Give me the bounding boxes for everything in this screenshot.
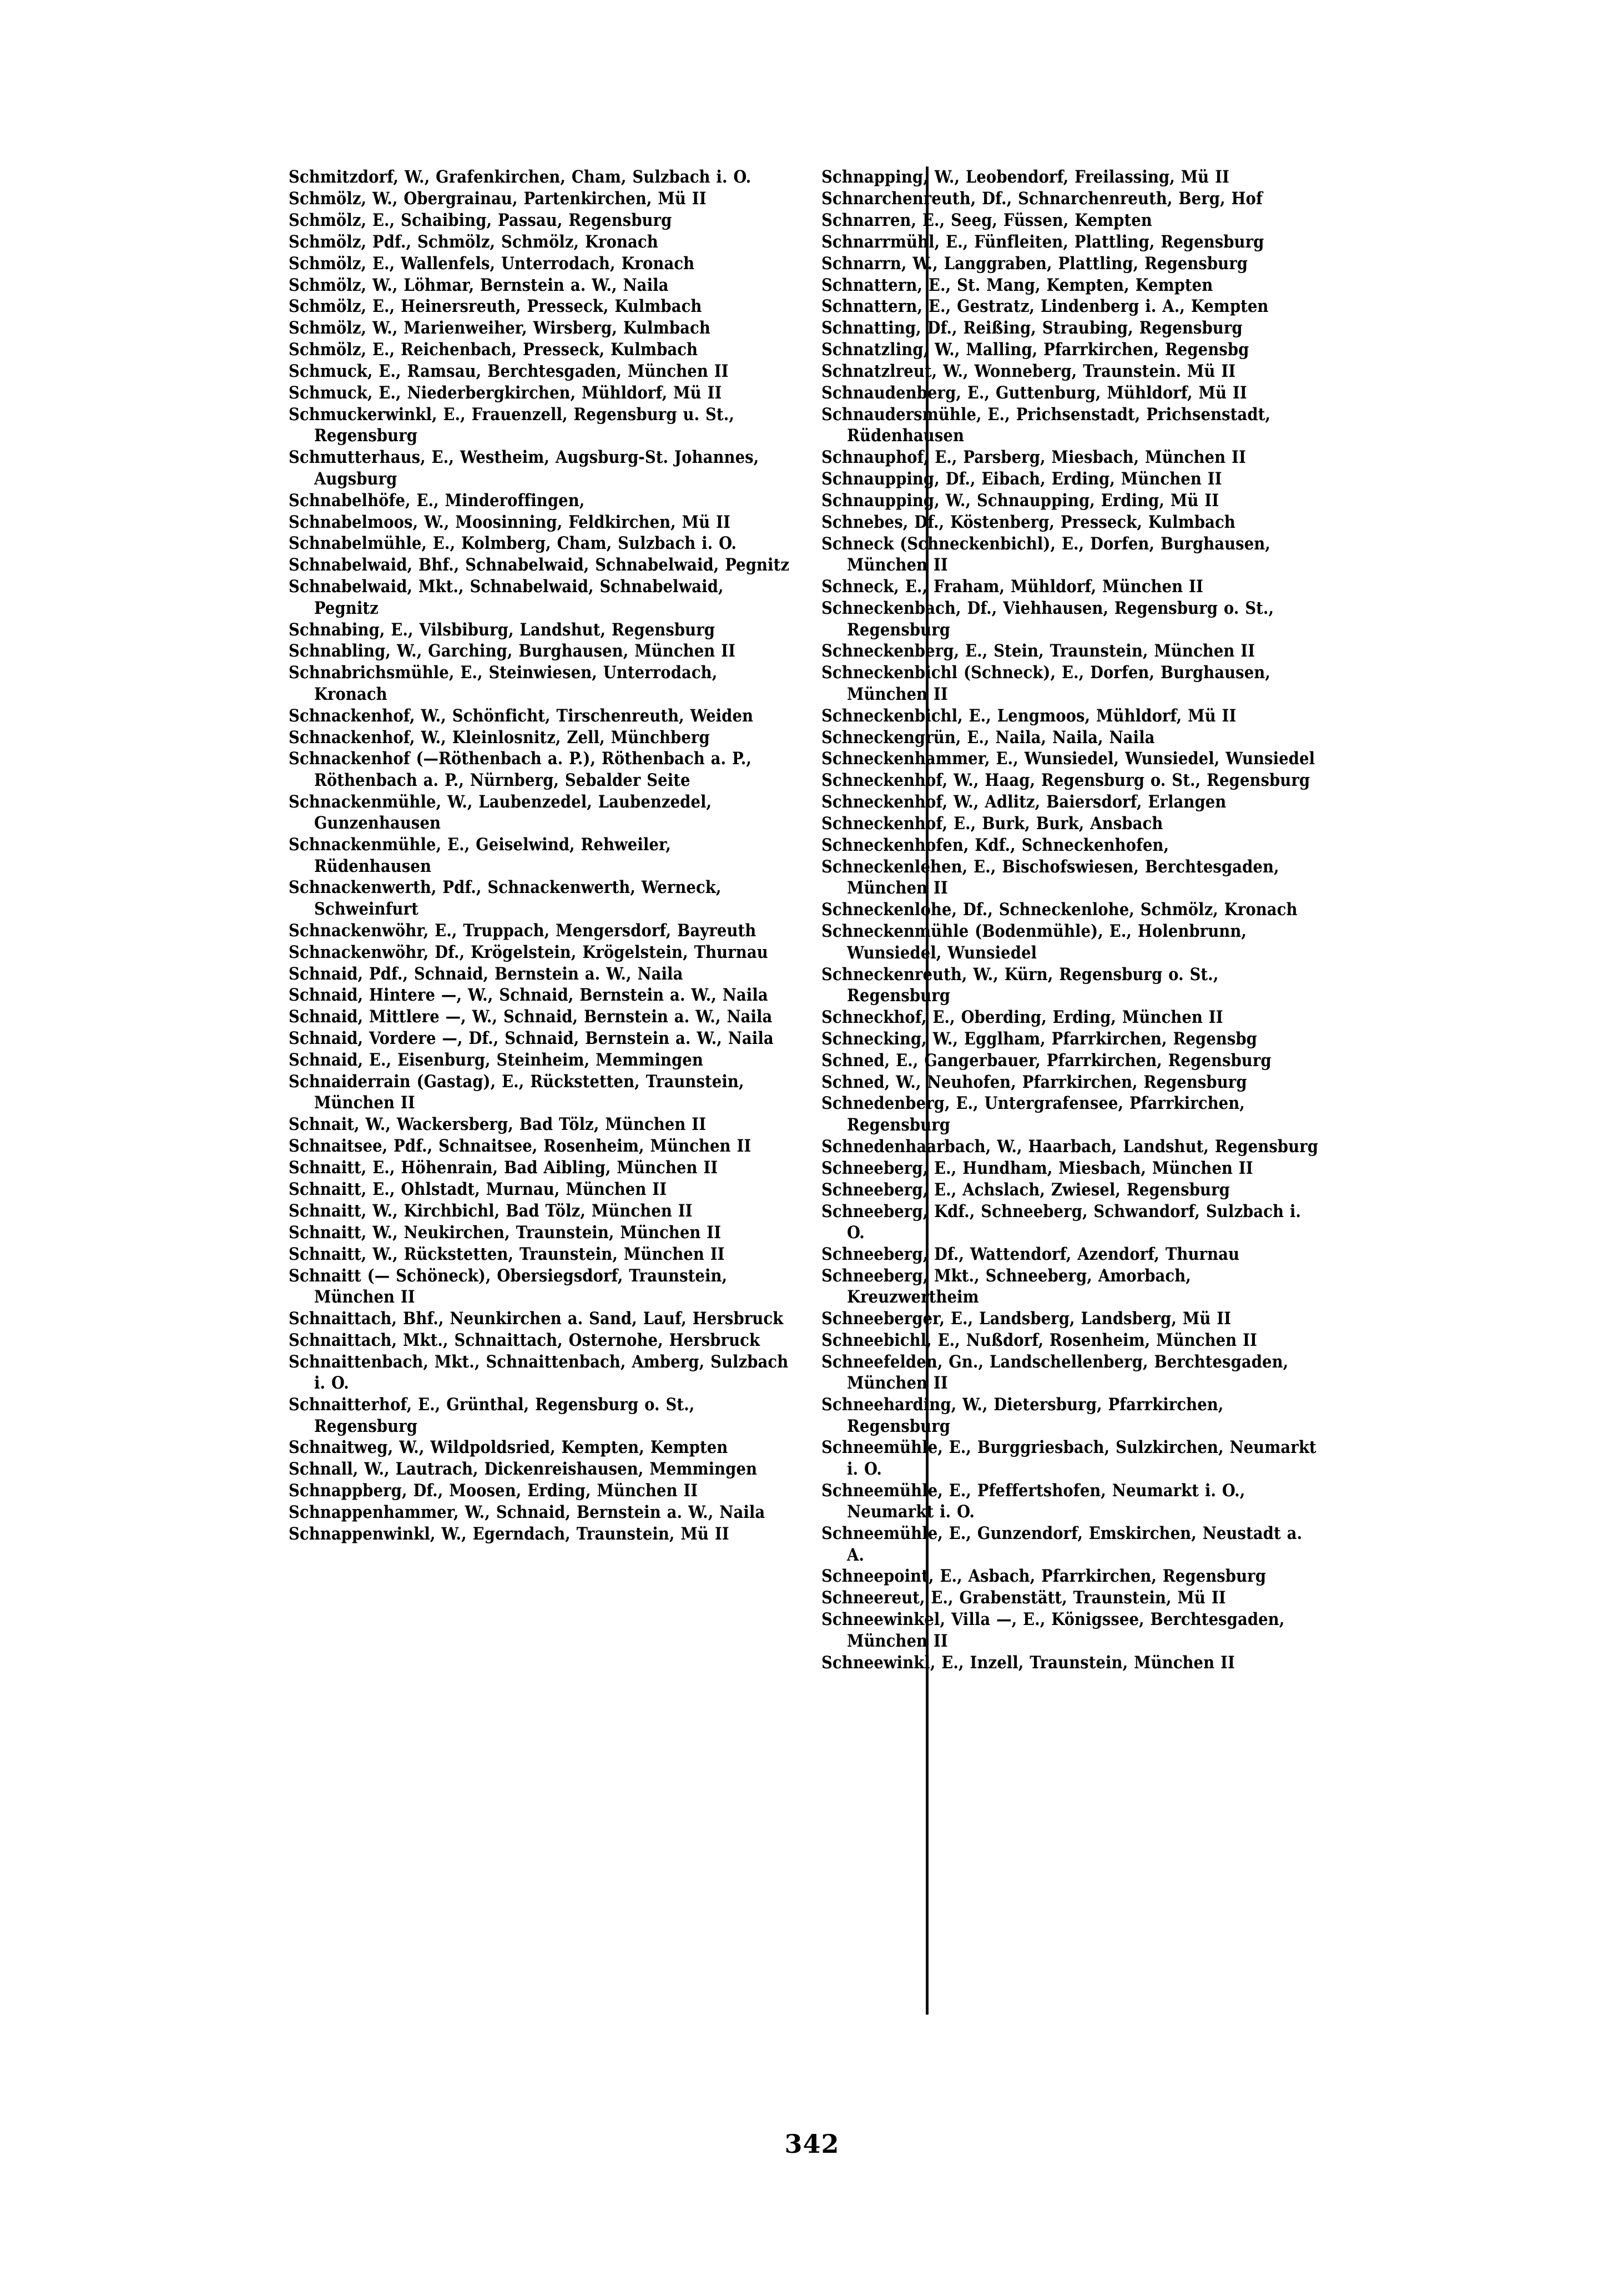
gazetteer-entry: Schnaid, Mittlere —, W., Schnaid, Bernstein a. W., Naila — [289, 1007, 773, 1027]
gazetteer-entry: Schneefelden, Gn., Landschellenberg, Berchtesgaden, München II — [821, 1351, 1289, 1394]
gazetteer-entry: Schned, W., Neuhofen, Pfarrkirchen, Regensburg — [821, 1072, 1247, 1092]
gazetteer-entry: Schnabelmoos, W., Moosinning, Feldkirchen, Mü II — [289, 512, 730, 532]
gazetteer-entry: Schnackenwöhr, Df., Krögelstein, Krögelstein, Thurnau — [289, 942, 768, 962]
gazetteer-entry: Schneckengrün, E., Naila, Naila, Naila — [821, 727, 1155, 748]
gazetteer-entry: Schnebes, Df., Köstenberg, Presseck, Kulmbach — [821, 512, 1235, 532]
gazetteer-entry: Schnattern, E., Gestratz, Lindenberg i. A., Kempten — [821, 296, 1269, 317]
gazetteer-entry: Schnappenhammer, W., Schnaid, Bernstein a. W., Naila — [289, 1502, 765, 1523]
gazetteer-entry: Schnatzling, W., Malling, Pfarrkirchen, Regensbg — [821, 340, 1249, 360]
gazetteer-entry: Schnaittach, Bhf., Neunkirchen a. Sand, Lauf, Hersbruck — [289, 1309, 784, 1329]
gazetteer-entry: Schnaid, Pdf., Schnaid, Bernstein a. W., Naila — [289, 963, 683, 984]
gazetteer-entry: Schneckenberg, E., Stein, Traunstein, München II — [821, 641, 1255, 662]
gazetteer-entry: Schmölz, E., Reichenbach, Presseck, Kulmbach — [289, 340, 698, 360]
gazetteer-entry: Schnaid, E., Eisenburg, Steinheim, Memmingen — [289, 1050, 703, 1071]
gazetteer-entry: Schnackenhof, W., Schönficht, Tirschenreuth, Weiden — [289, 705, 754, 726]
gazetteer-entry: Schneereut, E., Grabenstätt, Traunstein, Mü II — [821, 1588, 1226, 1608]
gazetteer-entry: Schneckenlohe, Df., Schneckenlohe, Schmölz, Kronach — [821, 900, 1298, 920]
gazetteer-entry: Schnaitt, W., Kirchbichl, Bad Tölz, München II — [289, 1201, 693, 1221]
gazetteer-entry: Schneckenbichl (Schneck), E., Dorfen, Burghausen, München II — [821, 663, 1270, 704]
gazetteer-entry: Schneckenbichl, E., Lengmoos, Mühldorf, Mü II — [821, 705, 1237, 726]
gazetteer-entry: Schnecking, W., Egglham, Pfarrkirchen, Regensbg — [821, 1028, 1257, 1049]
gazetteer-entry: Schmuck, E., Niederbergkirchen, Mühldorf, Mü II — [289, 383, 722, 403]
gazetteer-entry: Schnaid, Hintere —, W., Schnaid, Bernstein a. W., Naila — [289, 985, 768, 1006]
gazetteer-entry: Schnauphof, E., Parsberg, Miesbach, München II — [821, 447, 1246, 468]
gazetteer-entry: Schnabelwaid, Bhf., Schnabelwaid, Schnabelwaid, Pegnitz — [289, 555, 790, 576]
gazetteer-entry: Schnabing, E., Vilsbiburg, Landshut, Regensburg — [289, 619, 715, 640]
gazetteer-entry: Schnarrmühl, E., Fünfleiten, Plattling, Regensburg — [821, 231, 1264, 252]
gazetteer-entry: Schnarchenreuth, Df., Schnarchenreuth, Berg, Hof — [821, 188, 1263, 209]
gazetteer-entry: Schnaudenberg, E., Guttenburg, Mühldorf, Mü II — [821, 383, 1247, 403]
right-text-column — [805, 166, 1321, 1673]
gazetteer-entry: Schnaitt, E., Ohlstadt, Murnau, München II — [289, 1179, 667, 1200]
gazetteer-entry: Schnabelmühle, E., Kolmberg, Cham, Sulzbach i. O. — [289, 533, 737, 554]
gazetteer-entry: Schneewinkel, Villa —, E., Königssee, Berchtesgaden, München II — [821, 1609, 1285, 1651]
gazetteer-entry: Schmölz, W., Löhmar, Bernstein a. W., Naila — [289, 275, 669, 295]
gazetteer-entry: Schnaiderrain (Gastag), E., Rückstetten, Traunstein, München II — [289, 1072, 744, 1113]
gazetteer-entry: Schnabelwaid, Mkt., Schnabelwaid, Schnabelwaid, Pegnitz — [289, 577, 724, 618]
gazetteer-entry: Schnall, W., Lautrach, Dickenreishausen, Memmingen — [289, 1459, 758, 1480]
gazetteer-entry: Schnackenhof (—Röthenbach a. P.), Röthenbach a. P., Röthenbach a. P., Nürnberg, Sebalder Seite — [289, 749, 752, 790]
gazetteer-entry: Schmölz, Pdf., Schmölz, Schmölz, Kronach — [289, 231, 658, 252]
gazetteer-entry: Schnarren, E., Seeg, Füssen, Kempten — [821, 210, 1152, 230]
gazetteer-entry: Schnaitt (— Schöneck), Obersiegsdorf, Traunstein, München II — [289, 1265, 728, 1308]
gazetteer-entry: Schneemühle, E., Burggriesbach, Sulzkirchen, Neumarkt i. O. — [821, 1437, 1317, 1479]
gazetteer-entry: Schnapping, W., Leobendorf, Freilassing, Mü II — [821, 167, 1229, 187]
gazetteer-entry: Schnackenwöhr, E., Truppach, Mengersdorf, Bayreuth — [289, 920, 756, 941]
gazetteer-entry: Schnappenwinkl, W., Egerndach, Traunstein, Mü II — [289, 1524, 729, 1545]
page-number: 342 — [784, 2129, 840, 2159]
gazetteer-entry: Schnatting, Df., Reißing, Straubing, Regensburg — [821, 318, 1243, 339]
gazetteer-entry: Schnedenberg, E., Untergrafensee, Pfarrkirchen, Regensburg — [821, 1093, 1245, 1135]
gazetteer-entry: Schneeberg, E., Hundham, Miesbach, München II — [821, 1158, 1253, 1178]
gazetteer-entry: Schnaudersmühle, E., Prichsenstadt, Prichsenstadt, Rüdenhausen — [821, 404, 1271, 446]
gazetteer-entry: Schmitzdorf, W., Grafenkirchen, Cham, Sulzbach i. O. — [289, 167, 752, 187]
gazetteer-entry: Schneeberg, Df., Wattendorf, Azendorf, Thurnau — [821, 1244, 1240, 1264]
gazetteer-entry: Schnaitt, W., Rückstetten, Traunstein, München II — [289, 1244, 725, 1264]
gazetteer-entry: Schneckenhof, W., Haag, Regensburg o. St., Regensburg — [821, 770, 1310, 791]
gazetteer-entry: Schneemühle, E., Pfeffertshofen, Neumarkt i. O., Neumarkt i. O. — [821, 1480, 1245, 1522]
gazetteer-entry: Schmölz, E., Wallenfels, Unterrodach, Kronach — [289, 253, 695, 274]
gazetteer-entry: Schmölz, W., Marienweiher, Wirsberg, Kulmbach — [289, 318, 710, 339]
gazetteer-entry: Schnaittenbach, Mkt., Schnaittenbach, Amberg, Sulzbach i. O. — [289, 1351, 789, 1394]
gazetteer-entry: Schnedenhaarbach, W., Haarbach, Landshut, Regensburg — [821, 1136, 1318, 1157]
gazetteer-entry: Schnaitterhof, E., Grünthal, Regensburg o. St., Regensburg — [289, 1395, 695, 1436]
gazetteer-entry: Schnackenmühle, W., Laubenzedel, Laubenzedel, Gunzenhausen — [289, 791, 712, 834]
gazetteer-entry: Schnackenwerth, Pdf., Schnackenwerth, Werneck, Schweinfurt — [289, 877, 722, 919]
gazetteer-entry: Schneeberg, Kdf., Schneeberg, Schwandorf, Sulzbach i. O. — [821, 1201, 1302, 1243]
gazetteer-entry: Schmölz, W., Obergrainau, Partenkirchen, Mü II — [289, 188, 707, 209]
gazetteer-entry: Schneckenbach, Df., Viehhausen, Regensburg o. St., Regensburg — [821, 598, 1274, 640]
gazetteer-entry: Schneewinkl, E., Inzell, Traunstein, München II — [821, 1652, 1235, 1673]
gazetteer-entry: Schnackenmühle, E., Geiselwind, Rehweiler, Rüdenhausen — [289, 835, 671, 876]
gazetteer-entry: Schmuck, E., Ramsau, Berchtesgaden, München II — [289, 361, 729, 382]
gazetteer-entry: Schnaitt, E., Höhenrain, Bad Aibling, München II — [289, 1158, 718, 1178]
gazetteer-entry: Schnaitt, W., Neukirchen, Traunstein, München II — [289, 1222, 722, 1243]
gazetteer-entry: Schnaitweg, W., Wildpoldsried, Kempten, Kempten — [289, 1437, 728, 1458]
gazetteer-entry: Schnabling, W., Garching, Burghausen, München II — [289, 641, 736, 662]
gazetteer-entry: Schneebichl, E., Nußdorf, Rosenheim, München II — [821, 1330, 1257, 1350]
gazetteer-entry: Schmölz, E., Schaibing, Passau, Regensburg — [289, 210, 672, 230]
gazetteer-entry: Schneckenhof, E., Burk, Burk, Ansbach — [821, 814, 1163, 834]
left-text-column — [289, 166, 805, 1545]
gazetteer-entry: Schneeharding, W., Dietersburg, Pfarrkirchen, Regensburg — [821, 1395, 1224, 1436]
gazetteer-entry: Schneemühle, E., Gunzendorf, Emskirchen, Neustadt a. A. — [821, 1523, 1303, 1565]
gazetteer-entry: Schneeberger, E., Landsberg, Landsberg, Mü II — [821, 1309, 1232, 1329]
gazetteer-entry: Schnaittach, Mkt., Schnaittach, Osternohe, Hersbruck — [289, 1330, 760, 1350]
gazetteer-entry: Schneepoint, E., Asbach, Pfarrkirchen, Regensburg — [821, 1566, 1266, 1587]
gazetteer-entry: Schneck (Schneckenbichl), E., Dorfen, Burghausen, München II — [821, 533, 1270, 576]
gazetteer-entry: Schneeberg, Mkt., Schneeberg, Amorbach, Kreuzwertheim — [821, 1265, 1191, 1308]
gazetteer-entry: Schnaid, Vordere —, Df., Schnaid, Bernstein a. W., Naila — [289, 1028, 774, 1049]
gazetteer-entry: Schmuckerwinkl, E., Frauenzell, Regensburg u. St., Regensburg — [289, 404, 734, 446]
gazetteer-entry: Schnatzlreut, W., Wonneberg, Traunstein. Mü II — [821, 361, 1236, 382]
gazetteer-entry: Schneckenhammer, E., Wunsiedel, Wunsiedel, Wunsiedel — [821, 749, 1315, 769]
gazetteer-entry: Schnaitsee, Pdf., Schnaitsee, Rosenheim, München II — [289, 1136, 752, 1157]
gazetteer-entry: Schnappberg, Df., Moosen, Erding, München II — [289, 1481, 698, 1501]
gazetteer-entry: Schmutterhaus, E., Westheim, Augsburg-St. Johannes, Augsburg — [289, 447, 759, 489]
gazetteer-entry: Schnabrichsmühle, E., Steinwiesen, Unterrodach, Kronach — [289, 663, 718, 704]
gazetteer-entry: Schnaupping, W., Schnaupping, Erding, Mü II — [821, 491, 1219, 511]
gazetteer-entry: Schneckenlehen, E., Bischofswiesen, Berchtesgaden, München II — [821, 857, 1279, 899]
gazetteer-entry: Schneckenmühle (Bodenmühle), E., Holenbrunn, Wunsiedel, Wunsiedel — [821, 921, 1247, 963]
gazetteer-entry: Schneckenreuth, W., Kürn, Regensburg o. St., Regensburg — [821, 964, 1219, 1006]
gazetteer-entry: Schneckhof, E., Oberding, Erding, München II — [821, 1007, 1223, 1027]
gazetteer-entry: Schned, E., Gangerbauer, Pfarrkirchen, Regensburg — [821, 1050, 1272, 1071]
gazetteer-entry: Schneckenhofen, Kdf., Schneckenhofen, — [821, 835, 1169, 856]
gazetteer-entry: Schnabelhöfe, E., Minderoffingen, — [289, 490, 585, 511]
gazetteer-entry: Schnait, W., Wackersberg, Bad Tölz, München II — [289, 1114, 707, 1135]
gazetteer-entry: Schnaupping, Df., Eibach, Erding, München II — [821, 469, 1222, 489]
gazetteer-entry: Schnattern, E., St. Mang, Kempten, Kempten — [821, 275, 1213, 295]
gazetteer-entry: Schneck, E., Fraham, Mühldorf, München II — [821, 577, 1203, 597]
gazetteer-entry: Schneckenhof, W., Adlitz, Baiersdorf, Erlangen — [821, 792, 1227, 813]
gazetteer-entry: Schneeberg, E., Achslach, Zwiesel, Regensburg — [821, 1179, 1230, 1200]
gazetteer-entry: Schmölz, E., Heinersreuth, Presseck, Kulmbach — [289, 296, 702, 317]
two-column-text-body — [289, 166, 1343, 1673]
gazetteer-entry: Schnarrn, W., Langgraben, Plattling, Regensburg — [821, 253, 1248, 274]
gazetteer-entry: Schnackenhof, W., Kleinlosnitz, Zell, Münchberg — [289, 727, 710, 748]
